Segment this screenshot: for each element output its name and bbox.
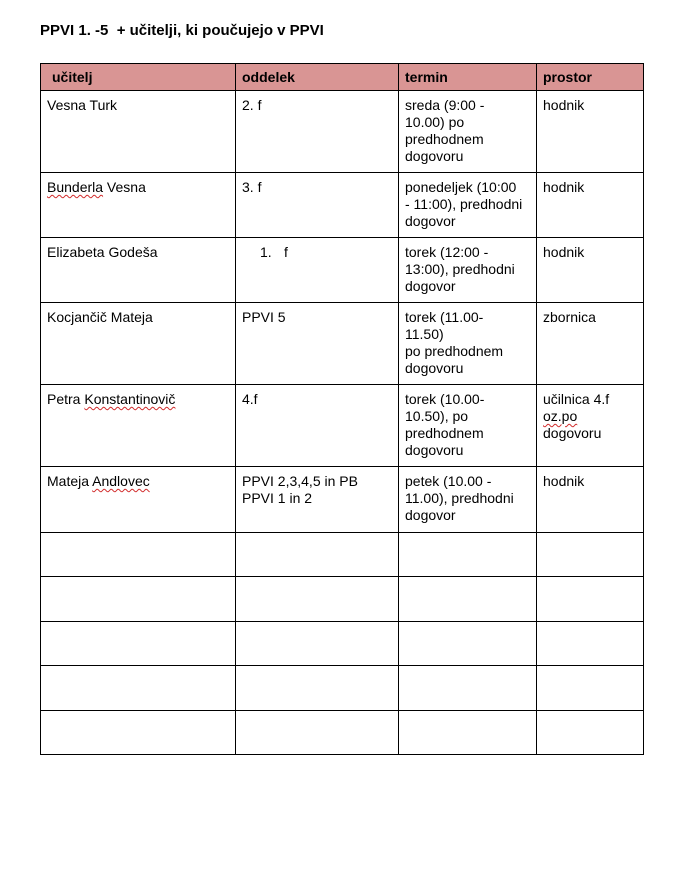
empty-cell (236, 666, 399, 711)
empty-cell (41, 622, 236, 666)
cell-ucitelj: Elizabeta Godeša (41, 238, 236, 303)
table-row (41, 467, 644, 533)
empty-cell (41, 577, 236, 622)
spellcheck-marked-word: Konstantinovič (84, 391, 176, 407)
spellcheck-marked-word: Bunderla (47, 179, 104, 195)
cell-termin: torek (12:00 - 13:00), predhodni dogovor (399, 238, 537, 303)
cell-ucitelj (41, 173, 236, 238)
empty-table-row (41, 622, 644, 666)
cell-ucitelj (41, 385, 236, 467)
schedule-table (40, 63, 644, 755)
empty-cell (399, 622, 537, 666)
spellcheck-marked-word: oz.po (543, 408, 578, 424)
empty-cell (537, 577, 644, 622)
empty-cell (537, 622, 644, 666)
empty-cell (537, 533, 644, 577)
cell-oddelek: PPVI 5 (236, 303, 399, 385)
empty-cell (399, 533, 537, 577)
cell-termin: torek (11.00- 11.50) po predhodnem dogovoru (399, 303, 537, 385)
cell-text-line: učilnica 4.f (543, 391, 610, 407)
cell-termin: ponedeljek (10:00 - 11:00), predhodni dogovor (399, 173, 537, 238)
table-row (41, 91, 644, 173)
cell-prostor: hodnik (537, 467, 644, 533)
cell-prostor (537, 385, 644, 467)
cell-prostor: zbornica (537, 303, 644, 385)
table-row (41, 303, 644, 385)
table-header-row (41, 64, 644, 91)
empty-cell (537, 666, 644, 711)
header-oddelek: oddelek (236, 64, 399, 91)
header-termin: termin (399, 64, 537, 91)
cell-oddelek: 3. f (236, 173, 399, 238)
table-row (41, 173, 644, 238)
cell-termin: torek (10.00- 10.50), po predhodnem dogovoru (399, 385, 537, 467)
cell-termin: petek (10.00 - 11.00), predhodni dogovor (399, 467, 537, 533)
empty-table-row (41, 577, 644, 622)
cell-oddelek (236, 238, 399, 303)
empty-table-row (41, 533, 644, 577)
cell-text-part: Vesna (103, 179, 146, 195)
cell-ucitelj (41, 467, 236, 533)
empty-cell (236, 711, 399, 755)
cell-prostor: hodnik (537, 173, 644, 238)
numbered-list-item (242, 244, 288, 261)
cell-prostor: hodnik (537, 238, 644, 303)
document-title: PPVI 1. -5 + učitelji, ki poučujejo v PPVI (40, 22, 324, 39)
empty-cell (41, 533, 236, 577)
cell-ucitelj: Vesna Turk (41, 91, 236, 173)
cell-oddelek: 4.f (236, 385, 399, 467)
list-number: 1. (260, 244, 272, 260)
cell-termin: sreda (9:00 - 10.00) po predhodnem dogovoru (399, 91, 537, 173)
cell-ucitelj: Kocjančič Mateja (41, 303, 236, 385)
spellcheck-marked-word: Andlovec (92, 473, 150, 489)
empty-cell (236, 577, 399, 622)
cell-text-line: dogovoru (543, 425, 602, 441)
empty-cell (399, 711, 537, 755)
empty-cell (236, 622, 399, 666)
empty-cell (41, 711, 236, 755)
list-text: f (284, 244, 288, 260)
table-row (41, 238, 644, 303)
cell-text-part: Mateja (47, 473, 93, 489)
header-prostor: prostor (537, 64, 644, 91)
table-row (41, 385, 644, 467)
header-ucitelj: učitelj (41, 64, 236, 91)
empty-cell (236, 533, 399, 577)
empty-table-row (41, 711, 644, 755)
empty-cell (399, 577, 537, 622)
empty-cell (41, 666, 236, 711)
cell-prostor: hodnik (537, 91, 644, 173)
empty-table-row (41, 666, 644, 711)
empty-cell (399, 666, 537, 711)
cell-text-part: Petra (47, 391, 85, 407)
empty-cell (537, 711, 644, 755)
cell-oddelek: PPVI 2,3,4,5 in PB PPVI 1 in 2 (236, 467, 399, 533)
cell-oddelek: 2. f (236, 91, 399, 173)
